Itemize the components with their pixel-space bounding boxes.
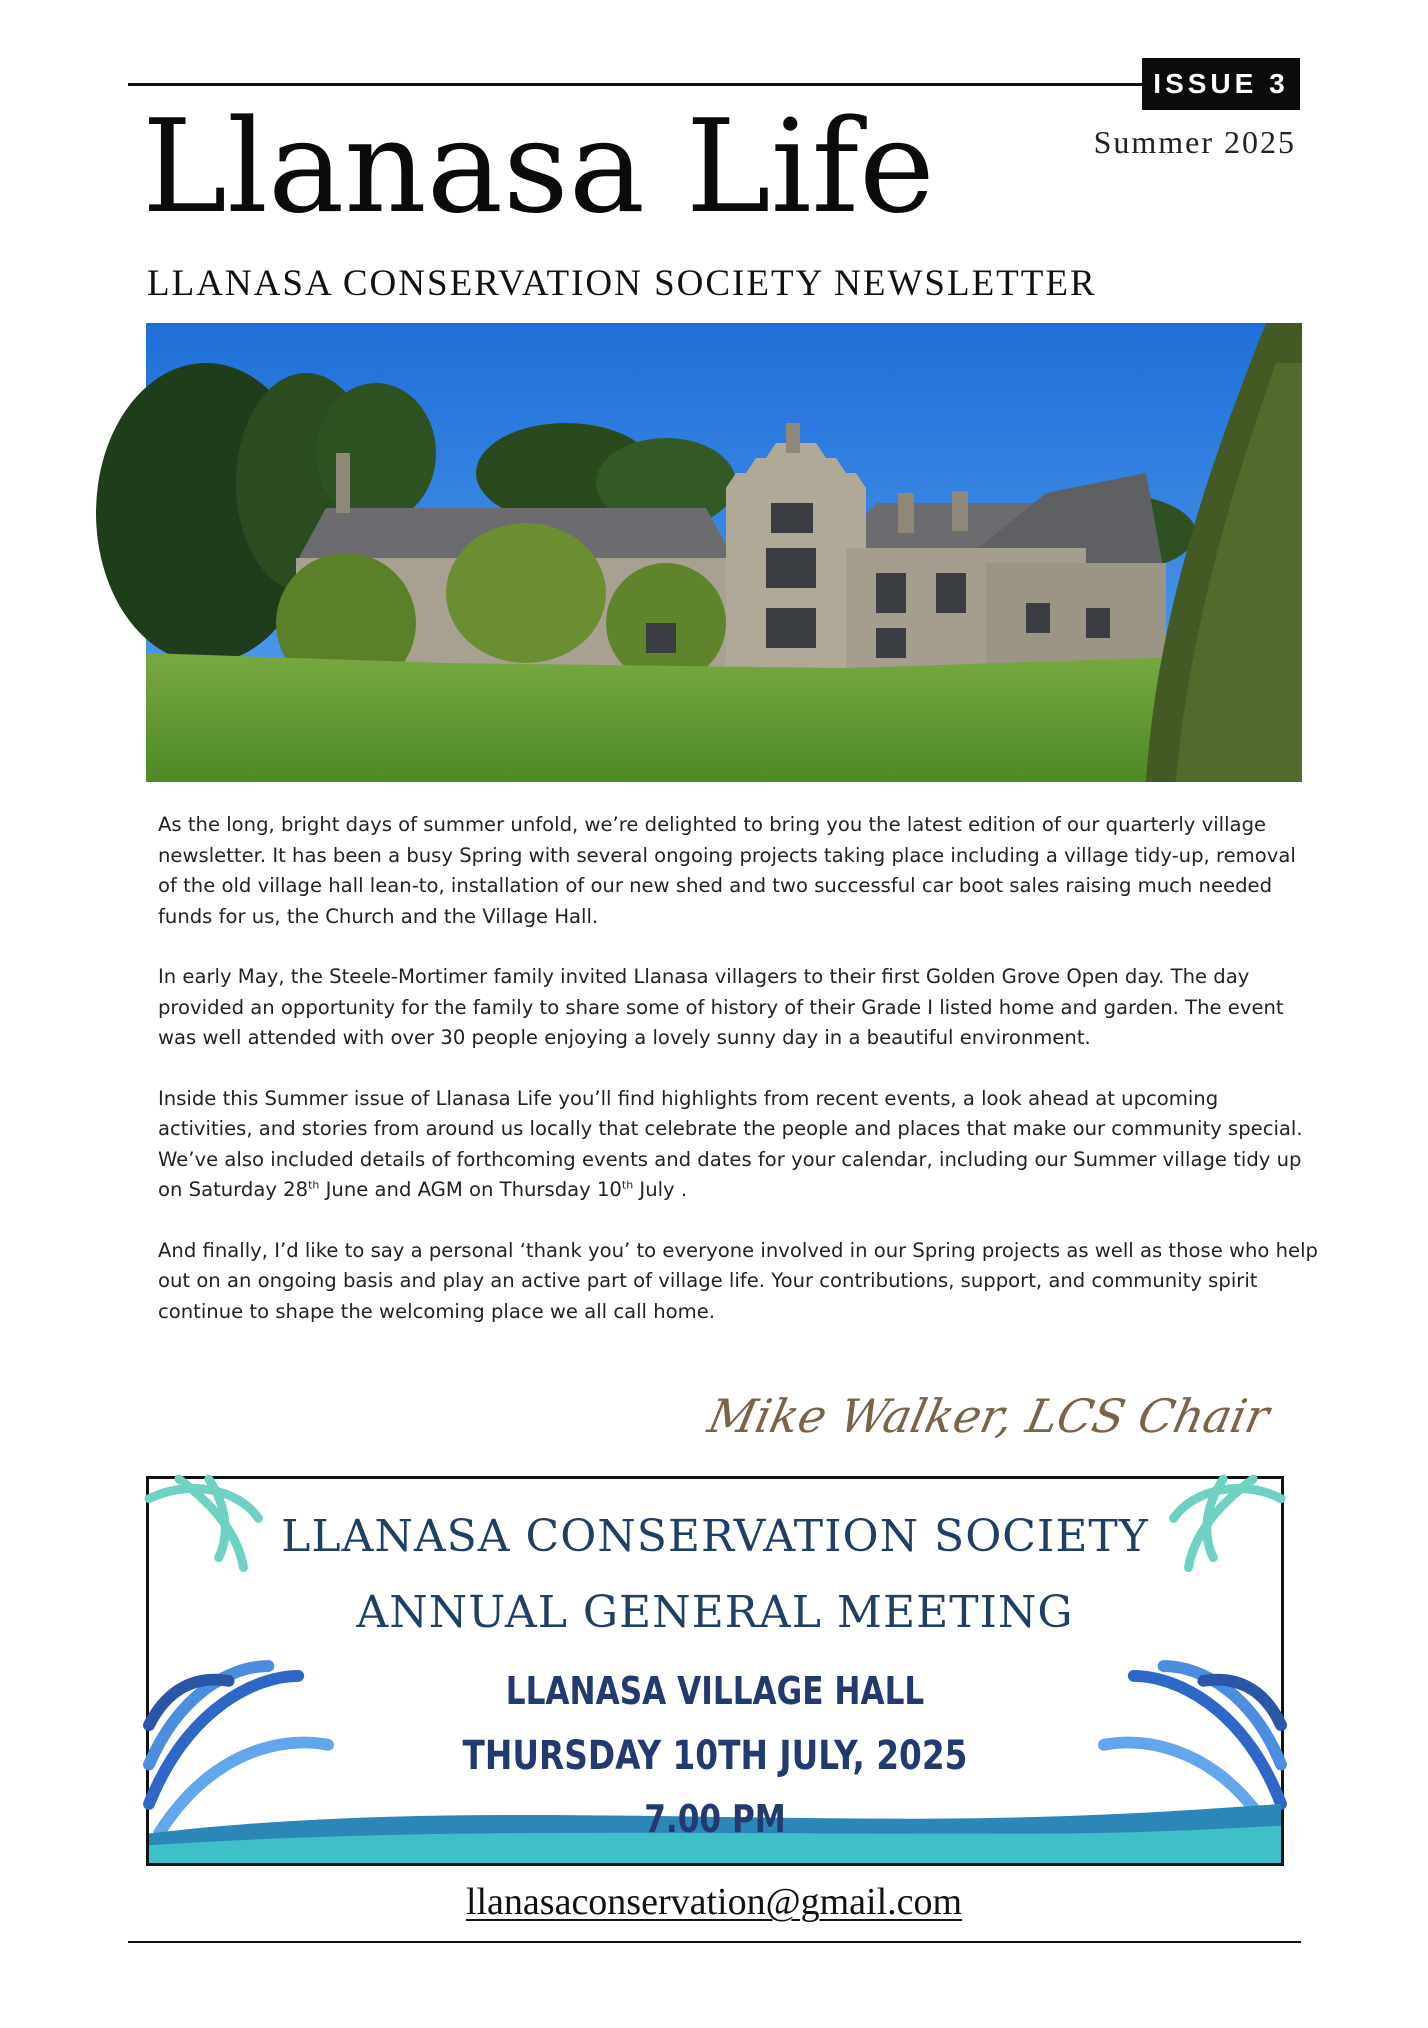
intro-body	[158, 810, 1318, 1357]
issue-badge: ISSUE 3	[1142, 58, 1300, 110]
contact-email-row	[0, 1880, 1428, 1924]
agm-society-name: LLANASA CONSERVATION SOCIETY	[281, 1511, 1149, 1562]
agm-venue: LLANASA VILLAGE HALL	[505, 1669, 925, 1713]
intro-paragraph-1: As the long, bright days of summer unfold, we’re delighted to bring you the latest edition of our quarterly village newsletter. It has been a busy Spring with several ongoing projects taking place including a village tidy-up, removal of the old village hall lean-to, installation of our new shed and two successful car boot sales raising much needed funds for us, the Church and the Village Hall.	[158, 813, 1296, 928]
agm-date: THURSDAY 10TH JULY, 2025	[462, 1733, 968, 1779]
chair-signature	[703, 1360, 1300, 1460]
issue-season: Summer 2025	[1093, 124, 1296, 160]
top-rule	[128, 83, 1143, 86]
newsletter-subtitle: LLANASA CONSERVATION SOCIETY NEWSLETTER	[147, 263, 1097, 304]
bottom-rule	[128, 1941, 1301, 1943]
intro-paragraph-4: And finally, I’d like to say a personal ‘thank you’ to everyone involved in our Spring projects as well as those who help out on an ongoing basis and play an active part of village life. Your contributions, support, and community spirit continue to shape the welcoming place we all call home.	[158, 1238, 1318, 1323]
intro-paragraph-2: In early May, the Steele-Mortimer family invited Llanasa villagers to their first Golden Grove Open day. The day provided an opportunity for the family to share some of history of their Grade I listed home and garden. The event was well attended with over 30 people enjoying a lovely sunny day in a beautiful environment.	[158, 965, 1284, 1049]
signature-text: Mike Walker, LCS Chair	[703, 1389, 1274, 1443]
intro-paragraph-3: Inside this Summer issue of Llanasa Life you’ll find highlights from recent events, a look ahead at upcoming activities, and stories from around us locally that celebrate the people and places that make our community special. We’ve also included details of forthcoming events and dates for your calendar, including our Summer village tidy up on Saturday 28th June and AGM on Thursday 10th July .	[158, 1086, 1303, 1201]
agm-time: 7.00 PM	[644, 1797, 786, 1841]
manor-house-photo	[146, 323, 1302, 782]
agm-meeting-title: ANNUAL GENERAL MEETING	[356, 1587, 1074, 1638]
contact-email-link[interactable]: llanasaconservation@gmail.com	[465, 1881, 963, 1923]
agm-notice	[146, 1476, 1284, 1866]
newsletter-title: Llanasa Life	[142, 93, 935, 242]
